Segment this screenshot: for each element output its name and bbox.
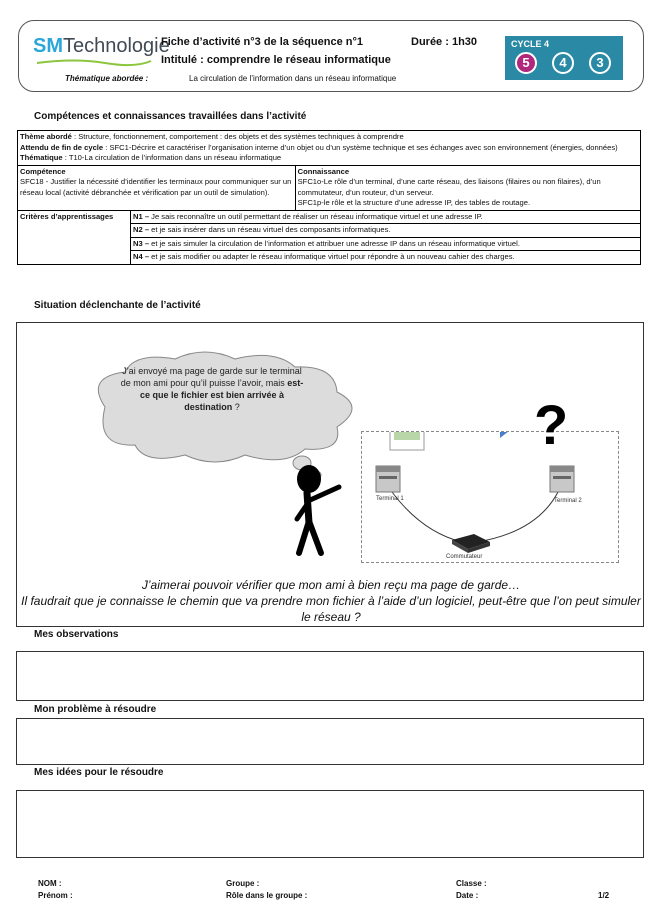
probleme-title: Mon problème à résoudre (34, 704, 157, 715)
critere-n3: N3 – et je sais simuler la circulation de l’information et attribuer une adresse IP dans un réseau informatique virtuel. (131, 237, 641, 251)
prenom-label: Prénom : (38, 891, 73, 900)
commutateur-label: Commutateur (446, 554, 483, 560)
critere-n1: N1 – Je sais reconnaître un outil permettant de réaliser un réseau informatique virtuel et une adresse IP. (131, 210, 641, 224)
cycle-badge (505, 36, 623, 80)
critere-n4: N4 – et je sais modifier ou adapter le réseau informatique virtuel pour répondre à un nouveau cahier des charges. (131, 251, 641, 265)
criteres-header: Critères d’apprentissages (18, 210, 131, 264)
critere-n2: N2 – et je sais insérer dans un réseau virtuel des composants informatiques. (131, 224, 641, 238)
cycle-number-5: 5 (515, 52, 537, 74)
competence-cell: Compétence SFC18 - Justifier la nécessité d’identifier les terminaux pour communiquer sur un réseau local (activité débranchée et vérification par un outil de simulation). (18, 165, 296, 210)
idees-field[interactable] (16, 790, 644, 858)
thought-text: J’ai envoyé ma page de garde sur le terminal de mon ami pour qu’il puisse l’avoir, mais est-ce que le fichier est bien arrivée à destination ? (120, 366, 304, 412)
competences-title: Compétences et connaissances travaillées dans l’activité (34, 111, 307, 122)
role-label: Rôle dans le groupe : (226, 891, 308, 900)
situation-box (16, 322, 644, 627)
fiche-title: Fiche d’activité n°3 de la séquence n°1 (161, 36, 363, 48)
groupe-label: Groupe : (226, 879, 260, 888)
situation-title: Situation déclenchante de l’activité (34, 300, 201, 311)
nom-label: NOM : (38, 879, 62, 888)
classe-label: Classe : (456, 879, 487, 888)
network-diagram (361, 393, 619, 563)
theme-row: Thème abordé : Structure, fonctionnement, comportement : des objets et des systèmes techniques à comprendre Attendu de fin de cycle : SFC1-Décrire et caractériser l’organisation interne d’un objet ou d’un système technique et ses échanges avec son environnement (énergies, données) Thématique : T10-La circulation de l’information dans un réseau informatique (18, 131, 641, 166)
date-label: Date : (456, 891, 479, 900)
logo-wordmark: SMTechnologie (33, 35, 170, 57)
activity-title: Intitulé : comprendre le réseau informatique (161, 54, 391, 66)
sm-technologie-logo (33, 31, 170, 67)
page-number: 1/2 (598, 891, 610, 900)
observations-title: Mes observations (34, 629, 119, 640)
thematique-value: La circulation de l’information dans un réseau informatique (189, 74, 397, 83)
cycle-number-4: 4 (552, 52, 574, 74)
logo-swoosh-icon (35, 57, 153, 67)
activity-header (18, 20, 644, 92)
probleme-field[interactable] (16, 718, 644, 765)
terminal-2-label: Terminal 2 (554, 498, 582, 504)
connaissance-cell: Connaissance SFC1o-Le rôle d’un terminal, d’une carte réseau, des liaisons (filaires ou non filaires), d’un commutateur, d’un routeur, d’un serveur. SFC1p-le rôle et la structure d’une adresse IP, des tables de routage. (295, 165, 640, 210)
cycle-number-3: 3 (589, 52, 611, 74)
duration: Durée : 1h30 (411, 36, 478, 48)
situation-text: J’aimerai pouvoir vérifier que mon ami à bien reçu ma page de garde… Il faudrait que je connaisse le chemin que va prendre mon fichier à l’aide d’un logiciel, peut-être que l’on peut simuler le réseau ? (21, 578, 641, 624)
stick-figure-icon (287, 461, 357, 561)
observations-field[interactable] (16, 651, 644, 701)
idees-title: Mes idées pour le résoudre (34, 767, 164, 778)
terminal-1-label: Terminal 1 (376, 496, 404, 502)
competences-table (17, 130, 641, 265)
thematique-label: Thématique abordée : (65, 74, 149, 83)
cycle-label: CYCLE 4 (511, 39, 550, 49)
question-mark: ? (534, 393, 569, 456)
